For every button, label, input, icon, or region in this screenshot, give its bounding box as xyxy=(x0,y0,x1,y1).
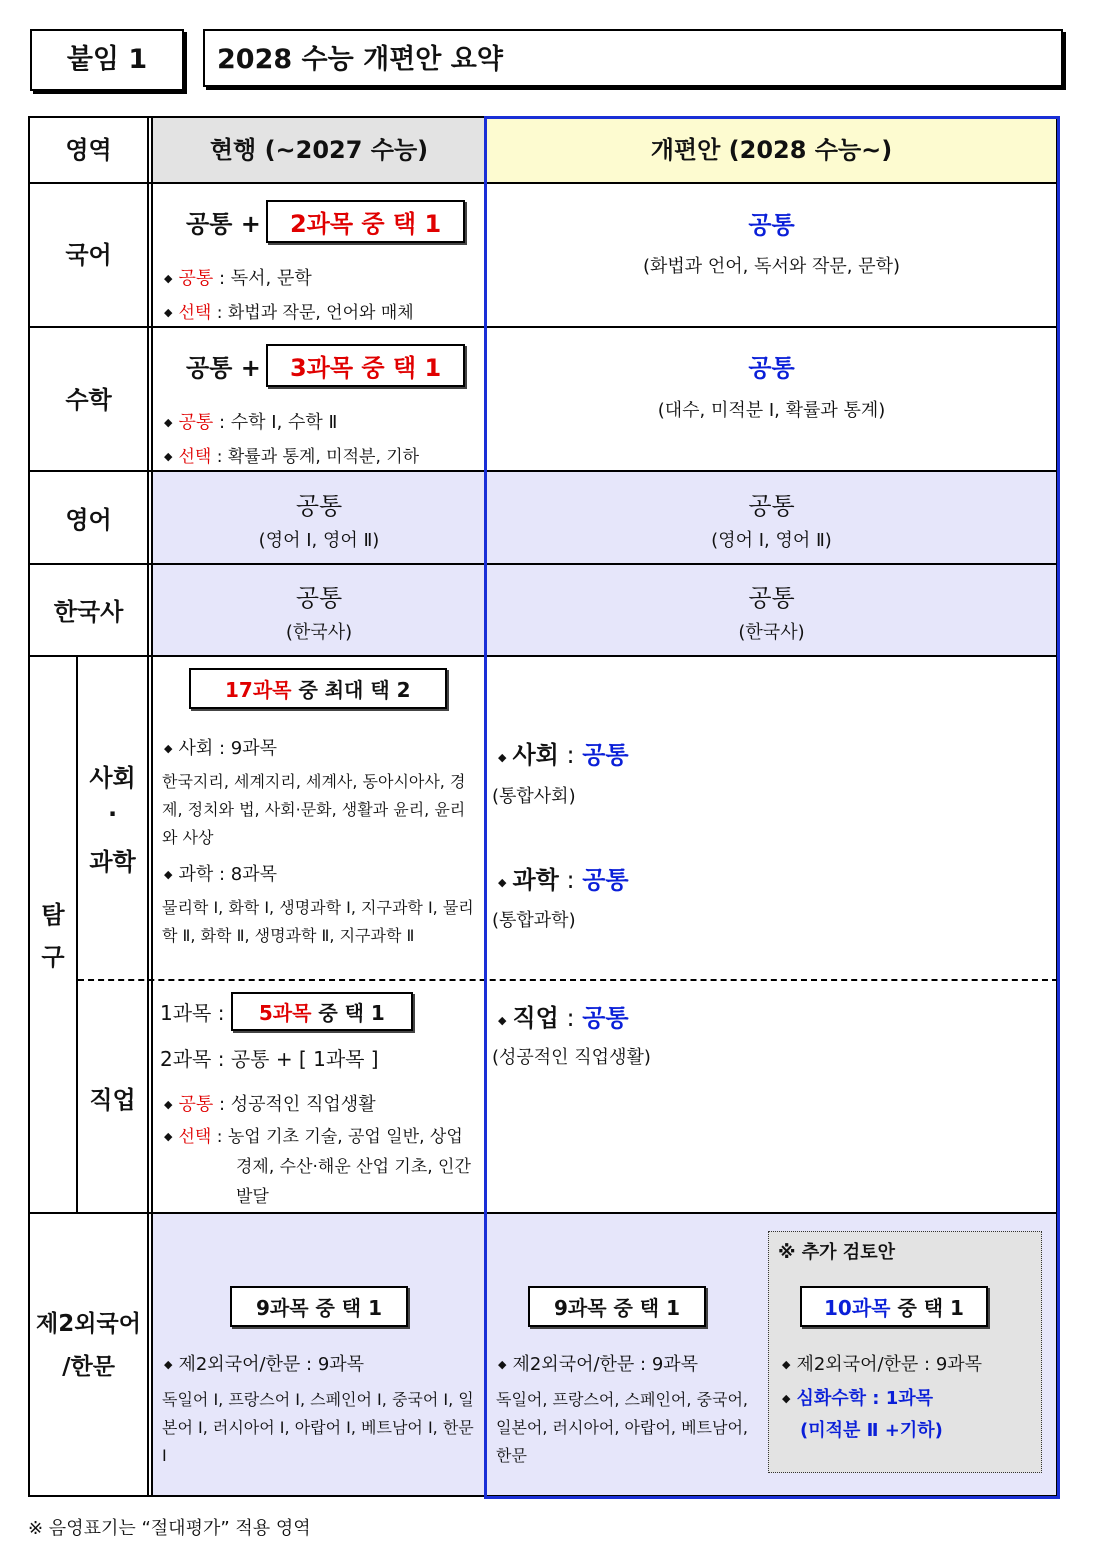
math-reform-sub: (대수, 미적분 Ⅰ, 확률과 통계) xyxy=(657,400,886,421)
english-current-sub: (영어 Ⅰ, 영어 Ⅱ) xyxy=(258,530,380,551)
korean-current-choice: 공통 + 2과목 중 택 1 xyxy=(186,200,476,243)
row-label-inquiry-1: 탐 xyxy=(41,901,65,929)
inquiry-current-social-list: 한국지리, 세계지리, 세계사, 동아시아사, 경제, 정치와 법, 사회·문화, 생활과 윤리, 윤리와 사상 xyxy=(162,772,466,847)
foreign-current-list: 독일어 Ⅰ, 프랑스어 Ⅰ, 스페인어 Ⅰ, 중국어 Ⅰ, 일본어 Ⅰ, 러시아어 Ⅰ, 아랍어 Ⅰ, 베트남어 Ⅰ, 한문 Ⅰ xyxy=(162,1390,474,1465)
inquiry-current-social-head: ◆ 사회 : 9과목 xyxy=(164,734,484,760)
math-current-select: ◆ 선택 : 확률과 통계, 미적분, 기하 xyxy=(164,442,484,467)
history-current-main: 공통 xyxy=(295,584,343,612)
extra-review-choice: 10과목 중 택 1 xyxy=(800,1286,988,1327)
extra-review-math: ◆ 심화수학 : 1과목 xyxy=(782,1384,1038,1410)
extra-review-math-sub: (미적분 Ⅱ +기하) xyxy=(800,1420,943,1441)
korean-reform-sub: (화법과 언어, 독서와 작문, 문학) xyxy=(642,256,901,277)
row-label-social: 사회 xyxy=(89,764,136,792)
english-current-main: 공통 xyxy=(295,492,343,520)
history-current-sub: (한국사) xyxy=(285,622,353,643)
row-label-inquiry-2: 구 xyxy=(41,943,65,971)
row-label-vocational: 직업 xyxy=(89,1086,136,1114)
row-label-math: 수학 xyxy=(65,386,112,414)
foreign-reform-choice: 9과목 중 택 1 xyxy=(528,1286,706,1327)
vocational-current-two: 2과목 : 공통 + [ 1과목 ] xyxy=(160,1047,379,1071)
row-label-science: 과학 xyxy=(89,848,136,876)
foreign-reform-list: 독일어, 프랑스어, 스페인어, 중국어, 일본어, 러시아어, 아랍어, 베트남어, 한문 xyxy=(496,1390,748,1465)
footnote: ※ 음영표기는 “절대평가” 적용 영역 xyxy=(28,1518,311,1539)
vocational-current-common: ◆ 공통 : 성공적인 직업생활 xyxy=(164,1090,484,1116)
korean-reform-main: 공통 xyxy=(748,211,795,239)
inquiry-reform-science: ◆ 과학 : 공통 xyxy=(498,860,1038,895)
row-label-foreign-2: /한문 xyxy=(62,1354,115,1380)
inquiry-current-choice: 17과목 중 최대 택 2 xyxy=(189,668,447,709)
row-label-dot: · xyxy=(107,800,118,828)
english-reform-main: 공통 xyxy=(748,492,795,520)
vocational-current-select: ◆ 선택 : 농업 기초 기술, 공업 일반, 상업 경제, 수산·해운 산업 기초, 인간 발달 xyxy=(164,1122,484,1212)
inquiry-reform-science-sub: (통합과학) xyxy=(492,910,576,931)
foreign-reform-head: ◆ 제2외국어/한문 : 9과목 xyxy=(498,1350,760,1376)
extra-review-head: ◆ 제2외국어/한문 : 9과목 xyxy=(782,1350,1038,1376)
history-reform-sub: (한국사) xyxy=(738,622,805,643)
korean-current-common: ◆ 공통 : 독서, 문학 xyxy=(164,264,484,290)
inquiry-current-science-list: 물리학 Ⅰ, 화학 Ⅰ, 생명과학 Ⅰ, 지구과학 Ⅰ, 물리학 Ⅱ, 화학 Ⅱ, 생명과학 Ⅱ, 지구과학 Ⅱ xyxy=(162,898,474,945)
row-label-korean: 국어 xyxy=(65,241,112,269)
row-label-foreign-1: 제2외국어 xyxy=(36,1311,141,1337)
vocational-current-one: 1과목 : 5과목 중 택 1 xyxy=(160,992,480,1031)
foreign-current-head: ◆ 제2외국어/한문 : 9과목 xyxy=(164,1350,484,1376)
inquiry-reform-social: ◆ 사회 : 공통 xyxy=(498,735,1038,770)
col-header-current: 현행 (~2027 수능) xyxy=(209,136,429,164)
attachment-label: 붙임 1 xyxy=(30,29,184,91)
col-header-area: 영역 xyxy=(65,136,112,164)
vocational-reform: ◆ 직업 : 공통 xyxy=(498,998,1038,1033)
history-reform-main: 공통 xyxy=(748,584,795,612)
col-header-reform: 개편안 (2028 수능~) xyxy=(650,136,893,164)
row-label-history: 한국사 xyxy=(53,598,124,626)
inquiry-current-science-head: ◆ 과학 : 8과목 xyxy=(164,860,484,886)
math-current-common: ◆ 공통 : 수학 Ⅰ, 수학 Ⅱ xyxy=(164,408,484,434)
page-title: 2028 수능 개편안 요약 xyxy=(203,29,1063,87)
inquiry-reform-social-sub: (통합사회) xyxy=(492,786,576,807)
korean-current-select: ◆ 선택 : 화법과 작문, 언어와 매체 xyxy=(164,298,484,323)
math-reform-main: 공통 xyxy=(748,354,795,382)
row-label-english: 영어 xyxy=(65,506,112,534)
math-current-choice: 공통 + 3과목 중 택 1 xyxy=(186,344,476,387)
vocational-reform-sub: (성공적인 직업생활) xyxy=(492,1047,651,1068)
english-reform-sub: (영어 Ⅰ, 영어 Ⅱ) xyxy=(711,530,832,551)
extra-review-title: ※ 추가 검토안 xyxy=(778,1242,895,1263)
foreign-current-choice: 9과목 중 택 1 xyxy=(152,1286,486,1327)
